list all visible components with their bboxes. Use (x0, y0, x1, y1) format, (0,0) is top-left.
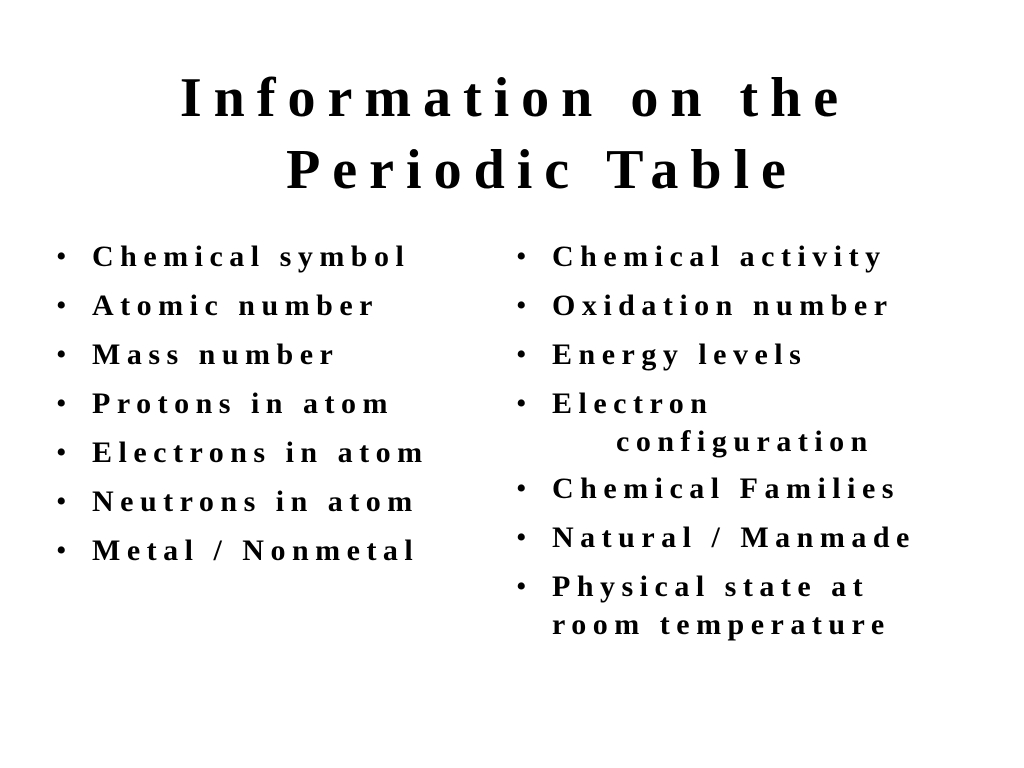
list-item-text: Metal / Nonmetal (92, 534, 420, 567)
slide-title (0, 62, 1024, 206)
list-item (516, 334, 1016, 375)
list-item (516, 468, 1016, 509)
list-item (516, 517, 1016, 558)
list-item (516, 383, 1016, 460)
bullet-icon: • (56, 338, 67, 371)
list-item (56, 530, 506, 571)
list-item-text: Electrons in atom (92, 436, 429, 469)
right-bullet-list (516, 236, 1016, 651)
list-item-text: Physical state at (552, 570, 870, 603)
list-item (516, 285, 1016, 326)
bullet-icon: • (56, 485, 67, 518)
title-line-1: Information on the (179, 67, 851, 129)
bullet-icon: • (516, 472, 527, 505)
list-item-text: Chemical activity (552, 240, 887, 273)
bullet-icon: • (516, 387, 527, 420)
title-line-2: Periodic Table (286, 139, 798, 201)
list-item (516, 566, 1016, 643)
bullet-icon: • (516, 338, 527, 371)
list-item-text: Atomic number (92, 289, 379, 322)
list-item-text: Protons in atom (92, 387, 394, 420)
list-item (56, 236, 506, 277)
list-item-text: Oxidation number (552, 289, 894, 322)
list-item (56, 383, 506, 424)
list-item-text: Energy levels (552, 338, 808, 371)
bullet-icon: • (516, 570, 527, 603)
list-item-text: Mass number (92, 338, 340, 371)
list-item-text-continued: room temperature (552, 608, 891, 641)
bullet-icon: • (56, 387, 67, 420)
bullet-icon: • (56, 436, 67, 469)
list-item-text: Neutrons in atom (92, 485, 419, 518)
list-item-text: Electron (552, 387, 714, 420)
bullet-icon: • (56, 289, 67, 322)
bullet-icon: • (516, 240, 527, 273)
bullet-icon: • (516, 521, 527, 554)
list-item-text-continued: configuration (616, 425, 874, 458)
list-item (56, 432, 506, 473)
list-item-text: Natural / Manmade (552, 521, 916, 554)
bullet-icon: • (516, 289, 527, 322)
list-item (56, 285, 506, 326)
list-item (516, 236, 1016, 277)
bullet-icon: • (56, 534, 67, 567)
bullet-icon: • (56, 240, 67, 273)
list-item (56, 334, 506, 375)
left-bullet-list (56, 236, 506, 579)
list-item-text: Chemical Families (552, 472, 900, 505)
list-item-text: Chemical symbol (92, 240, 411, 273)
list-item (56, 481, 506, 522)
